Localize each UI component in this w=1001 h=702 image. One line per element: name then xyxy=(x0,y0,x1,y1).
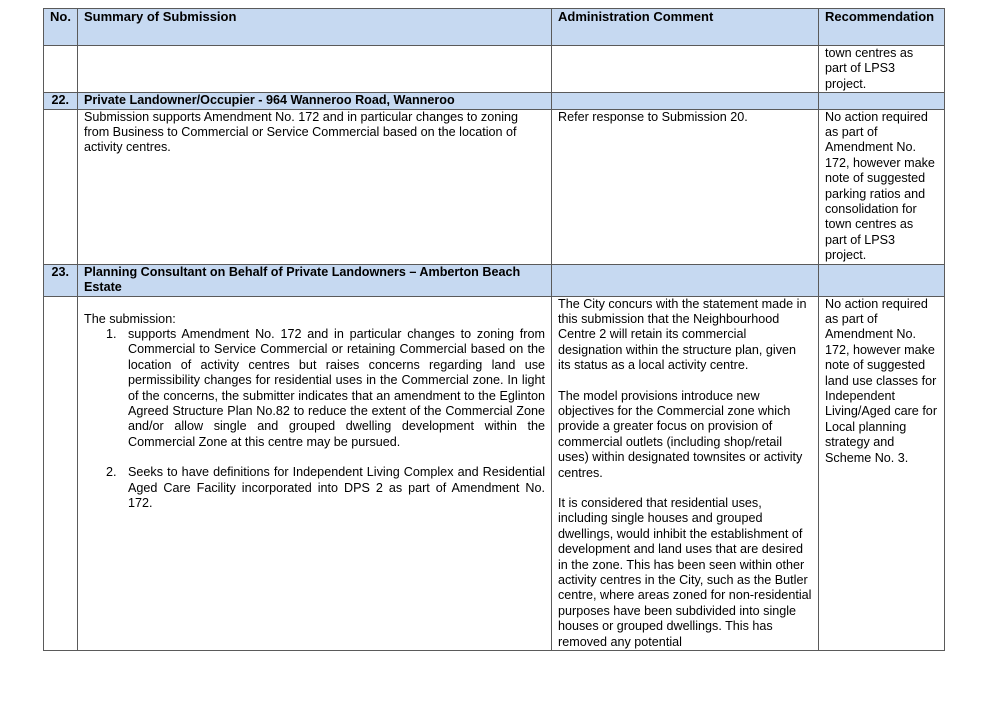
submission-23-header-row xyxy=(44,264,945,296)
submission-22-number: 22. xyxy=(44,93,78,109)
submission-22-summary: Submission supports Amendment No. 172 and in particular changes to zoning from Business to Commercial or Service Commercial based on the location of activity centres. xyxy=(78,109,552,264)
submission-23-number: 23. xyxy=(44,264,78,296)
no-cell xyxy=(44,296,78,651)
section-blank-cell xyxy=(819,264,945,296)
admin-paragraph: The model provisions introduce new objectives for the Commercial zone which provide a greater focus on provision of commercial outlets (including shop/retail uses) within designated townsites or activity centres. xyxy=(558,388,803,480)
admin-paragraph: It is considered that residential uses, including single houses and grouped dwellings, would inhibit the establishment of development and land uses that are desired in the zone. This has been seen within other activity centres in the City, such as the Butler centre, where areas zoned for non-residential purposes have been subdivided into single houses or grouped dwellings. This has removed any potential xyxy=(558,495,812,649)
submission-23-summary xyxy=(78,296,552,651)
summary-list xyxy=(84,327,545,511)
submission-22-submitter: Private Landowner/Occupier - 964 Wanneroo Road, Wanneroo xyxy=(78,93,552,109)
submission-22-row xyxy=(44,109,945,264)
list-item xyxy=(84,465,545,511)
submission-23-row xyxy=(44,296,945,651)
continued-row xyxy=(44,46,945,93)
header-recommendation: Recommendation xyxy=(819,9,945,46)
paragraph-spacer xyxy=(558,481,812,496)
list-item-number: 2. xyxy=(106,465,117,480)
paragraph-spacer xyxy=(558,374,812,389)
header-admin-comment: Administration Comment xyxy=(552,9,819,46)
submission-23-submitter: Planning Consultant on Behalf of Private Landowners – Amberton Beach Estate xyxy=(78,264,552,296)
list-item xyxy=(84,327,545,450)
list-item-number: 1. xyxy=(106,326,117,341)
submission-22-admin-comment: Refer response to Submission 20. xyxy=(552,109,819,264)
table-header-row xyxy=(44,9,945,46)
admin-paragraph: The City concurs with the statement made in this submission that the Neighbourhood Centre 2 will retain its commercial designation within the structure plan, given its status as a local activity centre. xyxy=(558,296,807,373)
submission-23-admin-comment xyxy=(552,296,819,651)
list-item-text: supports Amendment No. 172 and in particular changes to zoning from Commercial to Service Commercial or retaining Commercial based on the location of activity centres but raises concerns regarding land use permissibility changes for residential uses in the Commercial zone. In light of the concerns, the submitter indicates that an amendment to the Eglinton Agreed Structure Plan No.82 to reduce the extent of the Commercial Zone and/or allow single and grouped dwelling development within the Commercial Zone at this centre may be pursued. xyxy=(128,326,545,449)
no-cell xyxy=(44,109,78,264)
summary-intro: The submission: xyxy=(84,311,176,326)
section-blank-cell xyxy=(819,93,945,109)
continued-summary-cell xyxy=(78,46,552,93)
submission-23-recommendation: No action required as part of Amendment No. 172, however make note of suggested land use classes for Independent Living/Aged care for Local planning strategy and Scheme No. 3. xyxy=(819,296,945,651)
submissions-table xyxy=(43,8,945,651)
section-blank-cell xyxy=(552,264,819,296)
header-summary: Summary of Submission xyxy=(78,9,552,46)
continued-admin-cell xyxy=(552,46,819,93)
list-spacer xyxy=(84,450,545,465)
list-item-text: Seeks to have definitions for Independent Living Complex and Residential Aged Care Facility incorporated into DPS 2 as part of Amendment No. 172. xyxy=(128,465,545,510)
continued-no-cell xyxy=(44,46,78,93)
submission-22-header-row xyxy=(44,93,945,109)
continued-recommendation: town centres as part of LPS3 project. xyxy=(819,46,945,93)
submission-22-recommendation: No action required as part of Amendment No. 172, however make note of suggested parking ratios and consolidation for town centres as part of LPS3 project. xyxy=(819,109,945,264)
section-blank-cell xyxy=(552,93,819,109)
header-no: No. xyxy=(44,9,78,46)
